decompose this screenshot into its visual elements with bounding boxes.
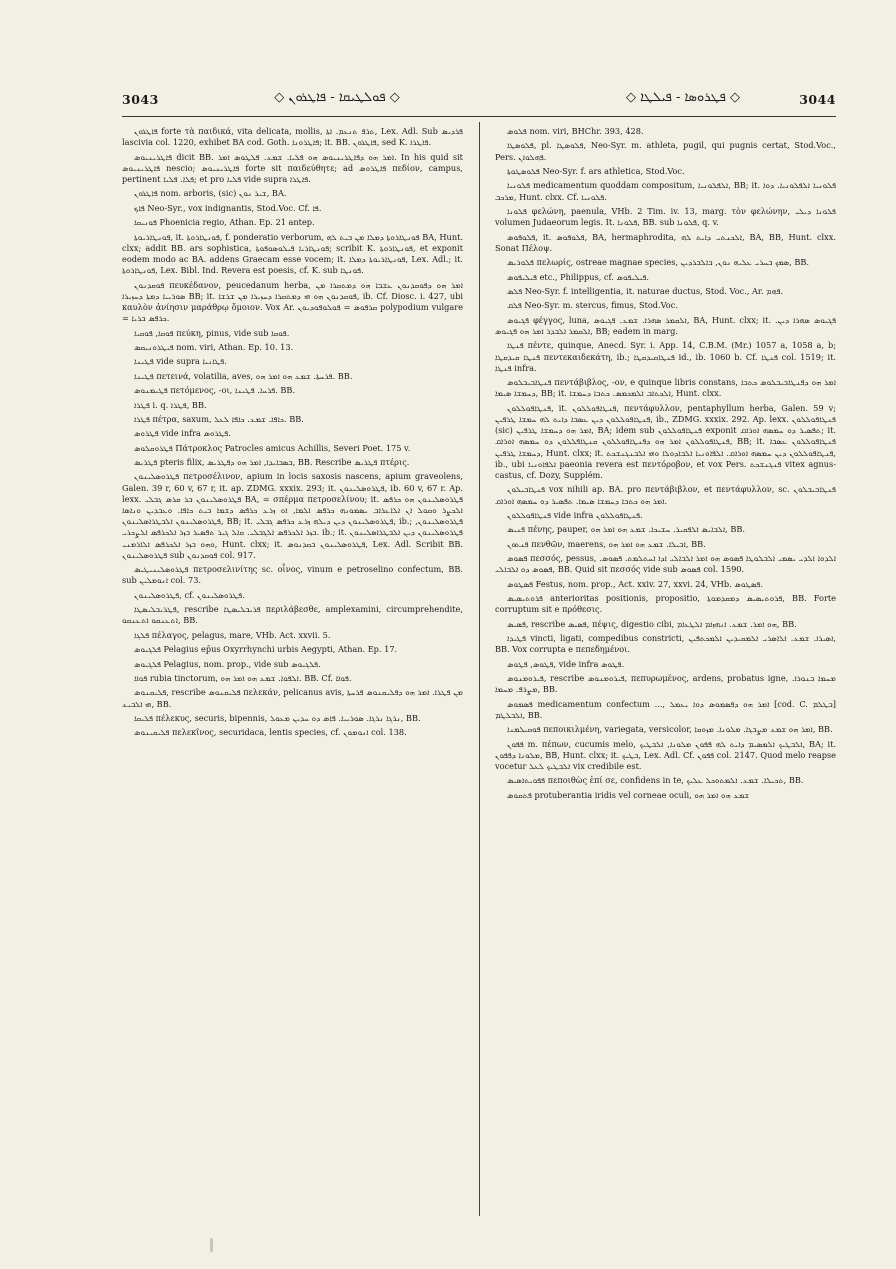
dictionary-entry: ܦܐܛܪܘܢ forte τὰ παιδικά, vita delicata, mollis, ܬܪܦ ܬܢܥܡ. ܐܬܐ, Lex. Adl. Sub ܦܪܕܝܣ lascivia col. 1220, exhibet BA cod. Goth. ܦܐܛܪܘܢܐ; it. BB. ܦܐܛܪܘܢ, sed K. ܦܐܛܪܐ. [122, 126, 463, 148]
dictionary-entry: ܦܘܢܛܐܪܝܘܬܐ, it. ܦܘܢܛܐܪܘܬܐ, f. ponderatio verborum, ܦܘܢܛܐܪܘܬܐ ܕܡܠܐ ܡܢ ܒܝܬ ܠܗ BA, Hunt. clxx; addit BB. ars sophistica, ܦܘܢܛܐܪܝܐ ܦܝܠܘܣܘܦܘܬܐ; scribit K. ܦܘܢܛܐܪܘܬܐ, et exponit eodem modo ac BA. addens Graecam esse vocem; it. ܦܘܢܛܐܪܝܘܬܐ ܕܡܠܐ, Lex. Adl.; it. ܦܘܢܛܐܪܘܬܐ, Lex. Bibl. Ind. Revera est poesis, cf. K. sub ܦܘܢܛܐ. [122, 231, 463, 276]
paper-smudge [210, 1238, 213, 1252]
dictionary-entry: ܦܢܬܘܢ πενθῶν, maerens, ܐܒܝܠܐ. ܫܡܥ ܗܘ ܐܡܪ ܗܘ, BB. [507, 538, 706, 549]
dictionary-entry: ܦܪܘܬܝܣܝܣ anterioritas positionis, propositio, ܦܪܘܬܝܣܝܣ ܕܡܩܕܡܘܬܐ, BB. Forte corruptum sit e πρόθεσις. [495, 593, 836, 615]
dictionary-entry: ܦܠܝܩܝܢܘܣ πελεκῖνος, securidaca, lentis species, cf. ܐܢܘܡܘܢ col. 138. [134, 727, 407, 738]
running-head-left: ◇ ܦܘܠܛܝܩܐ - ܦܐܛܪܘܢ ◇ [274, 90, 400, 105]
dictionary-entry: ܦܠܓܐ πέλαγος, pelagus, mare, VHb. Act. xxvii. 5. [134, 629, 331, 640]
running-head-right: ◇ ܦܛܪܘܣܐ - ܦܝܠܛܐ ◇ [625, 90, 741, 105]
dictionary-entry: ܦܛܪܘܣܠܝܢܘܢ πετροσέλινον, apium in locis saxosis nascens, apium graveolens, Galen. 39 r, 60 v, 67 r, it. ap. ZDMG. xxxix. 293; it. ܦܛܪܘܣܠܝܢܘܢ, ib. 60 v, 67 r. Ap. lexx. ܦܛܪܘܣܠܝܢܘܢ ܒܪ ܩܪܣ ܓܒܠܝ BA, = σπέρμα πετροσελίνου; it. ܦܛܪܘܣܠܝܢܘܢ ܗܘ ܟܪܦܣ ܐܠܟܨܪ ܘܩܘܠ ܐܢ ܐܠܐܥܪܐܒ ܝܣܡܘܢܗ ܟܪܦܣ ܐܠܡܐ, ܐܘ ܙܪܥ ܟܪܦܣ ܕܫܡܐ ܒܝܬ ܟܐܦܐ. ܘܥܒܕܝܢ ܘܢܐܣܐ ܦܛܪܘܣܠܝܢܘܢ ܐܠܒܛܪܐܣܠܝܢܘܢ, BB; it. ܦܛܪܘܣܠܝܢܘܢ ܕܝܢ ܕܝܠܗ ܙܪܥ ܟܪܦܣ ܓܒܠܝ, ib.; ܦܛܪܘܣܠܝܢܘܢ, ܒܙܪ ܐܠܟܪܦܣ ܐܠܓܒܠܝ. ܩܐܠ ܓܝܪ ܬܦܣܝܪ ܒܙܪ ܐܠܟܪܦܣ ܐܠܨܟܪܝ. ib.; it. ܦܛܪܘܣܠܝܢܘܢ ܕܝܢ ܐܠܒܛܪܐܣܠܝܢܘܢ ܘܗܘ ܒܙܪ ܐܠܟܪܦܣ ܐܠܐܪܡܢܝ, Hunt. clxx; it. ܦܛܪܘܣܠܝܢܘܢ ܒܩܕܢܘܣ, Lex. Adl. Scribit BB. ܦܛܪܘܣܠܝܢܘܢ sub ܦܘܩܕܢܘܢ col. 917. [122, 471, 463, 560]
dictionary-entry: ܦܛܪܘܣܠܝܢܘܢ, cf. ܦܛܪܘܣܠܝܢܘܢ. [134, 589, 245, 600]
dictionary-entry: ܦܐܛܪܝܢܝܘܣ dicit BB. ܐܡܪ ܗܘ ܕܦܐܛܪܝܢܝܘܣ ܗܘ ܦܠܝܐ. ܫܡܥ. ܦܠܛܘܣ ܐܡܪ. In his quid sit ܦܐܛܪܝܢܝܘܣ nescio; ܦܐܛܪܝܢܝܘܣ forte sit παιδεύθητε; ad ܦܐܛܪܘܣ πεδίον, campus, pertinent ܦܠܐ. ܦܠܝܐ; et pro ܦܠܝܐ vide supra ܦܐܛܪܐ. [122, 151, 463, 184]
dictionary-entry: ܦܢܛܐܦܘܠܠܘܢ, it. ܦܢܛܐܦܘܠܠܘܢ, πεντάφυλλον, pentaphyllum herba, Galen. 59 v; ܦܢܛܐܦܘܠܠܘܢ ܕܝܢ ܥܣܒܐ ܕܐܝܬ ܠܗ ܚܡܫܐ ܛܪܦܝܢ, ib., ZDMG. xxxix. 292. Ap. lexx. ܦܢܛܐܦܘܠܠܘܢ (sic) ܐܡܪ ܗܘ ܕܚܡܫܐ ܛܪܦܝܢ, BA; idem sub ܦܢܛܐܦܘܠܠܘܢ exponit ܬܦܣܝܪ ܕܘ ܚܡܣܗ ܐܘܪܐܩ; it. ܦܢܛܐܦܘܠܠܘܢ ܐܡܪ ܗܘ ܕܦܢܛܐܦܘܠܠܘܢ ܩܢܛܐܦܠܠܘܢ ܕܘ ܚܡܣܗ ܐܘܪܐܩ, BB; it. ܦܢܛܐܦܘܠܠܘܢ ܥܣܒܐ ܕܚܡܫܐ ܛܪܦܝܢ, Hunt. clxx; it. ܦܢܛܐܦܘܠܠܘܢ ܕܝܢ ܚܡܣܗ ܐܘܪܐܩ. ܐܠܦܐܘܢܝܐ ܐܠܒܐܕܘܠܐ ܘܗܝ ܐܠܒܢܓܢܫܟܬ, ib., ubi ܐܠܦܐܘܢܝܐ paeonia revera est πεντόροβον, et vox Pers. ܦܢܓܢܫܟܬ vitex agnus-castus, cf. Dozy, Supplém. [495, 402, 836, 480]
dictionary-entry: ܦܛܝܕܐ vincti, ligati, compedibus constricti, ܐܣܝܪܐ. ܫܡܥ. ܐܠܐܣܪܝ ܐܠܡܩܝܕܝܢ ܐܠܡܟܬܦܝܢ, BB. Vox corrupta e πεπεδημένοι. [495, 633, 836, 655]
dictionary-entry: ܦܠܘܪܝܣ πελωρίς, ostreae magnae species, ܣܡܟ ܒܚܪܝ ܥܠܝܗ ܢܘܢ, ܒܐܠܒܪܕܝܢ, BB. [507, 257, 809, 268]
dictionary-entry: ܦܢܝܣ πένης, pauper, ܐܠܒܐܝܣ ܐܠܦܩܝܪ. ܚܫܝܟܐ. ܫܡܥ ܗܘ ܐܡܪ ܗܘ, BB. [507, 524, 746, 535]
dictionary-entry: ܦܠܘܢܐ φελώνη, paenula, VHb. 2 Tim. iv. 13, marg. τὸν φελώνην, ܦܠܘܢܐ ܕܝܠܝ volumen Judaeorum legis. It. ܦܠܘܢܐ, BB. sub ܦܠܘܢܐ, q. v. [495, 205, 836, 228]
dictionary-entry: ܦܘܢܝܩܐ Phoenicia regio, Athan. Ep. 21 antep. [134, 217, 315, 228]
dictionary-entry: ܦܬܩܘܣ protuberantia iridis vel corneae oculi, ܫܡܥ ܗܘ ܐܡܪ ܗܘ [507, 789, 750, 800]
dictionary-entry: ܦܠܩ Neo-Syr. m. stercus, fimus, Stod.Voc. [507, 300, 678, 311]
dictionary-entry: ܦܠܘܢܝܐ medicamentum quoddam compositum, ܐܠܦܠܘܢܝܐ, BB; it. ܦܠܘܢܝܐ ܐܠܦܠܘܢܝܐ. ܕܘܐ ܡܪܟܒ, Hunt. clxx. Cf. ܦܠܘܢܝܐ. [495, 180, 836, 202]
dictionary-entry: ܦܠܓܝܘܣ Pelagius, nom. prop., vide sub ܦܠܓܝܘܣ. [134, 658, 321, 669]
dictionary-entry: ܦܠܘܣܛܐ, pl. ܦܠܘܣܛܐ, Neo-Syr. m. athleta, pugil, qui pugnis certat, Stod.Voc., Pers. ܦܗܠܘܐܢ. [495, 140, 836, 162]
dictionary-entry: ܦܛܪܐ πέτρα, saxum, ܟܐܦܐ. ܫܡܥ. ܟܐܦܐ ܠܥܠ. BB. [134, 413, 304, 424]
dictionary-entry: ܦܢܛܐܒܝܠܘܢ vox nihili ap. BA. pro πεντάβιβλον, et πεντάφυλλον, sc. ܦܢܛܐܒܝܒܠܘܢ ܐܡܪ ܗܘ ܟܬܒܐ ܕܚܡܫܐ ܣܝܡܐ. ܬܦܣܝܪ ܕܘ ܚܡܣܗ ܐܘܪܐܩ. [495, 484, 836, 506]
column-separator [479, 122, 480, 1216]
dictionary-entry: ܦܘܩܕܢܘܢ πευκέδανον, peucedanum herba, ܐܡܪ ܗܘ ܕܦܘܩܕܢܘܢ ܥܫܒܐ ܗܘ ܕܡܬܩܪܐ ܡܢ ܣܘܪܝܝܐ ܕܡܬܐ ܕܚܙܝܪܐ BB; it. ܦܘܩܕܢܘܢ ܗܘ ܗܝ ܕܡܬܩܪܐ ܕܚܙܝܪܐ ܡܢ ܫܪܫܐ, ib. Cf. Diosc. i. 427, ubi καυλὸν ἀνίησιν μαράθρῳ ὅμοιον. Vox Ar. ܩܪܦܘܣ = ܦܘܠܘܦܘܕܝܘܢ polypodium vulgare = ܟܪܦܣ ܒܪܝܐ. [122, 279, 463, 324]
dictionary-entry: ܦܣܘܣ πεσσός, pessus, ܐܠܕܘܐ ܐܠܕܝ ܝܣܡܝ ܐܠܒܠܘܛܐ ܦܣܘܣ ܗܘ ܐܡܪ ܐܠܒܐܠܝ ܐܕܐ ܐܚܬܠܡܬ. ܦܣܘܣ. ܦܣܘܣ ܕܘ ܐܠܒܐܠܝ, BB. Quid sit πεσσός vide sub ܦܣܘܣ col. 1590. [495, 553, 836, 575]
left-column [122, 126, 463, 1236]
dictionary-entry: ܦܦܘܝܬܐܣܝܣ πεποιθὼς ἐπί σε, confidens in te, ܬܟܝܠܐ. ܫܡܥ. ܐܠܡܬܘܟܠ ܥܠܝܟ, BB. [507, 775, 804, 786]
right-column [495, 126, 836, 1236]
dictionary-entry: ܦܐܛܪܘܢ nom. arboris, (sic) ܫܝܪ ܢܘܢ, BA. [134, 188, 287, 199]
dictionary-entry: ܦܝܪܘܡܢܘܣ, rescribe ܦܝܪܘܡܢܘܣ, πεπυρωμένος, ardens, probatus igne, ܡܚܡܐ ܒܢܘܪܐ. ܡܨܪܦ. ܡܚܡܐ, BB. [495, 673, 836, 695]
dictionary-entry: ܦܠܝܩܐ πέλεκυς, securis, bipennis, ܢܪܓܐ ܢܪܓܐ. ܣܘܪܝܝܐ. ܦܐܣ ܕܘ ܚܕܝܢ ܡܥܘܠ, BB. [134, 713, 421, 724]
dictionary-entry: ܦܘܩܝܠܡܢܐ πεποικιλμένη, variegata, versicolor, ܐܡܪ ܗܘ ܫܡܥ ܡܨܒܓܐ. ܡܠܘܢܐ. ܡܙܘܩܐ, BB. [507, 724, 833, 735]
dictionary-entry: ܦܛܪܐ i. q. ܦܛܪܐ, BB. [134, 399, 207, 410]
dictionary-entry: ܦܠܝܩܢܘܣ, rescribe ܦܠܝܩܢܘܣ πελεκάν, pelicanus avis, ܡܢ ܦܛܪܐ. ܐܡܪ ܗܘ ܕܦܠܝܩܢܘܣ ܦܪܚܬܐ ܗܝ ܐܠܒܝܥ, BB. [122, 687, 463, 709]
dictionary-entry: ܦܛܘܣ, ܦܛܘܣ, vide infra ܦܛܘܣ. [507, 658, 625, 669]
dictionary-entry: ܦܐܟ Neo-Syr., vox indignantis, Stod.Voc. Cf. ܦܐ. [134, 202, 322, 213]
dictionary-entry: ܦܛܝܢܐ vide supra ܦܛܐܢܝܐ. [134, 356, 227, 367]
dictionary-entry: ܦܢܛܐ πέντε, quinque, Anecd. Syr. i. App. 14, C.B.M. (Mr.) 1057 a, 1058 a, b; ܦܢܛܐ ܩܝܕܩܛܐ πεντεκαιδεκάτη, ib.; ܦܢܛܐܩܝܕܩܛܐ id., ib. 1060 b. Cf. ܦܢܛܐ col. 1519; it. ܦܢܛܐ infra. [495, 340, 836, 373]
dictionary-entry: ܦܛܪܝܣ pteris filix, ܒܣܒܐܝܕܐ, ܐܡܪ ܗܘ ܕܦܛܪܝܣ, BB. Rescribe ܦܛܪܝܣ πτέρις. [134, 457, 410, 468]
dictionary-entry: ܦܢܛܐܒܝܒܠܘܣ πεντάβιβλος, -ον, e quinque libris constans, ܐܡܪ ܗܘ ܕܦܢܛܐܒܝܒܠܘܣ ܟܬܒܐ ܕܚܡܫܐ ܣܝܡܐ, BB; it. ܐܠܟܬܐܒ ܐܠܡܟܡܣ. ܟܬܒܐ ܕܚܡܫܐ, Hunt. clxx. [495, 377, 836, 399]
dictionary-entry: ܦܛܪܘܩܠܘܣ Πάτροκλος Patrocles amicus Achillis, Severi Poet. 175 v. [134, 442, 411, 453]
dictionary-entry: ܦܣܡܘܣ medicamentum confectum ..., ܐܡܪ ܗܘ ܕܦܣܡܘܣ ܕܘܐ ܝܥܡܠ [cod. C. ܒܛܠܡ] ܐܠܒܠܛܡ, BB. [495, 698, 836, 720]
dictionary-entry: ܦܓܝܘܣ φέγγος, luna, ܐܠܩܡܪ ܣܗܪܐ. ܫܡܥ. ܦܓܝܘܣ, BA, Hunt. clxx; it. ܦܓܝܘܣ ܣܗܪܐ ܕܝܢ. ܐܠܩܡܪ ܐܠܒܕܪ ܐܡܪ ܗܘ ܦܓܝܘܣ, BB; eadem in marg. [495, 314, 836, 336]
dictionary-entry: ܦܠܣ Neo-Syr. f. intelligentia, it. naturae ductus, Stod. Voc., Ar. ܦܗܡ. [507, 285, 784, 296]
dictionary-entry: ܦܛܝܡܢܘܣ πετόμενος, -οι, ܦܪܚܐ. ܦܛܝܢܐ. BB. [134, 385, 296, 396]
dictionary-entry: ܦܛܪܘܣܠܝܢܝܛܝܣ πετροσελινίτης sc. οἶνος, vinum e petroselino confectum, BB. sub ܐܢܘܡܠܝܢ col. 73. [122, 564, 463, 586]
dictionary-entry: ܦܦܘܢ m. πέπων, cucumis melo, ܐܠܒܛܝܟ ܐܠܡܣܝܡ ܕܐܝܬ ܠܗ ܦܦܘܢ ܡܠܘܢܐ, ܐܠܒܛܝܟ, BA; it. ܡܠܘܢܐ ܕܦܦܘܢ, BB, Hunt. clxx; it. ܒܛܝܟ, Lex. Adl. Cf. ܦܦܘܢ col. 2147. Quod melo reapse vocetur ܐܠܒܛܝܟ ܠܥܠ vix credibile est. [495, 738, 836, 772]
dictionary-entry: ܦܣܛܘܣ Festus, nom. prop., Act. xxiv. 27, xxvi. 24, VHb. ܦܣܛܘܣ. [507, 578, 763, 589]
page-number-left: 3043 [122, 92, 159, 107]
page-number-right: 3044 [799, 92, 836, 107]
dictionary-entry: ܦܣܝܣ, rescribe ܦܣܝܣ, πέψις, digestio cibi, ܗܘ ܐܡܪ. ܫܡܥ. ܐܢܗܙܐܡ ܐܠܛܥܐܡ, BB. [507, 618, 797, 629]
dictionary-entry: ܦܠܓܝܘܣ Pelagius ep̄us Oxyrrhynchi urbis Aegypti, Athan. Ep. 17. [134, 644, 398, 655]
dictionary-entry: ܦܝܛܪܘܢܝܩܣ nom. viri, Athan. Ep. 10. 13. [134, 341, 294, 352]
dictionary-entry: ܦܛܪܘܣ vide infra ܦܛܪܘܣ. [134, 428, 231, 439]
dictionary-entry: ܦܝܠܝܦܘܣ etc., Philippus, cf. ܦܝܠܝܦܘܣ. [507, 271, 650, 282]
dictionary-entry: ܦܘܩܐ, ܦܘܩܝܐ πεύκη, pinus, vide sub ܦܘܩܐ. [134, 327, 290, 338]
page-header [122, 88, 836, 110]
dictionary-entry: ܦܠܘܦܘܣ, it. ܦܠܘܦܘܣ, BA, hermaphrodita, ܐܠܟܢܬܝ ܕܐܝܬ ܠܗ, BA, BB, Hunt. clxx. Sonat Πέλοψ. [495, 231, 836, 253]
dictionary-entry: ܦܢܛܐܦܘܠܠܘܢ vide infra ܦܢܛܐܦܘܠܠܘܢ. [507, 509, 643, 520]
dictionary-entry: ܦܠܘܣ nom. viri, BHChr. 393, 428. [507, 126, 644, 136]
dictionary-entry: ܦܠܘܣܛܘܬܐ Neo-Syr. f. ars athletica, Stod.Voc. [507, 165, 685, 176]
dictionary-entry: ܦܘܐܐ rubia tinctorum, ܐܠܦܘܐ. ܫܡܥ ܗܘ ܐܡܪ ܗܘ. BB. Cf. ܦܘܐܐ. [134, 673, 352, 684]
dictionary-entry: ܦܛܝܢܐ πετεινά, volatilia, aves, ܦܪܚܬܐ. ܫܡܥ ܗܘ ܐܡܪ ܗܘ. BB. [134, 370, 353, 381]
dictionary-entry: ܦܛܪܝܒܠܝܣܛܐ, rescribe ܦܪܝܒܠܝܣܛܐ περιλάβεσθε, amplexamini, circumprehendite, ܐܬܥܢܩܘ ܐܬܥܢܩܘ, BB. [122, 604, 463, 626]
header-rule [122, 116, 836, 117]
